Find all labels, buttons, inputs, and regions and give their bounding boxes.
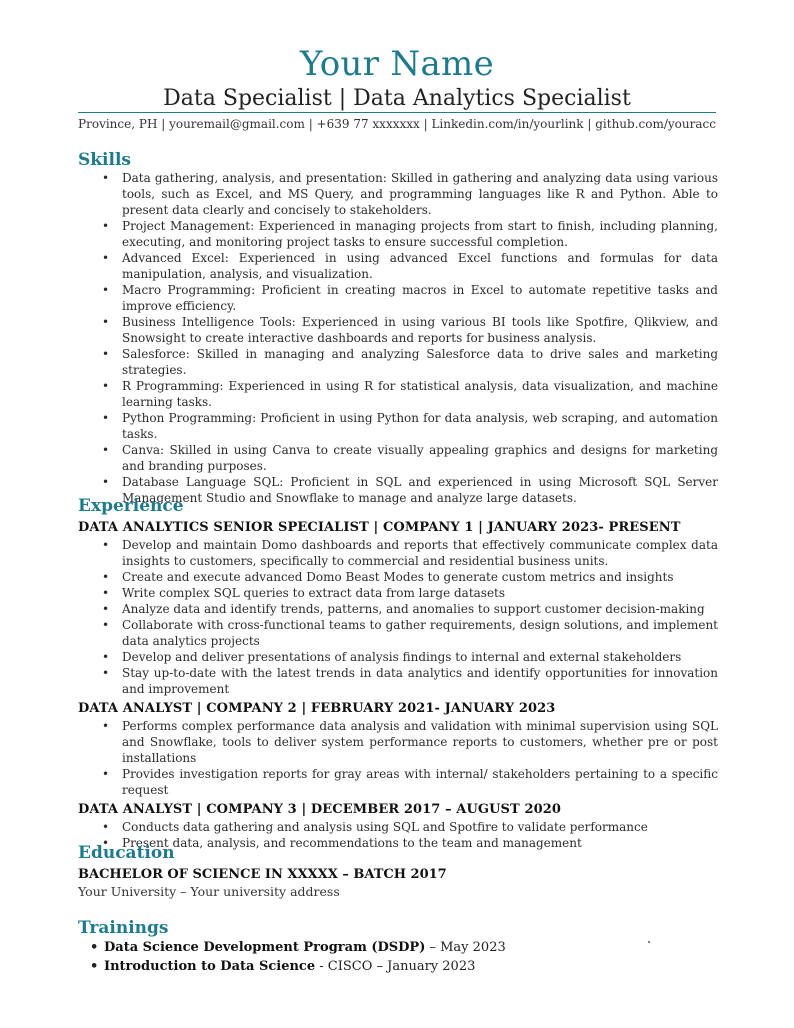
- job-heading: DATA ANALYST | COMPANY 3 | DECEMBER 2017 – AUGUST 2020: [78, 802, 562, 817]
- training-item: [78, 938, 718, 957]
- job-bullet: • Write complex SQL queries to extract data from large datasets: [78, 585, 718, 601]
- job-bullet: • Collaborate with cross-functional teams to gather requirements, design solutions, and implement data analytics projects: [78, 617, 718, 649]
- skills-list: [78, 170, 718, 506]
- skill-item: • Database Language SQL: Proficient in SQL and experienced in using Microsoft SQL Server Management Studio and Snowflake to manage and analyze large datasets.: [78, 474, 718, 506]
- skill-item: • Canva: Skilled in using Canva to create visually appealing graphics and designs for marketing and branding purposes.: [78, 442, 718, 474]
- skill-item: • Advanced Excel: Experienced in using advanced Excel functions and formulas for data manipulation, analysis, and visualization.: [78, 250, 718, 282]
- skill-item: • R Programming: Experienced in using R for statistical analysis, data visualization, and machine learning tasks.: [78, 378, 718, 410]
- training-detail: – May 2023: [425, 940, 506, 955]
- education-heading: Education: [78, 843, 175, 863]
- stray-dot: [648, 941, 650, 943]
- experience-section: [78, 519, 718, 851]
- job-heading: DATA ANALYTICS SENIOR SPECIALIST | COMPANY 1 | JANUARY 2023- PRESENT: [78, 520, 681, 535]
- skill-item: • Salesforce: Skilled in managing and analyzing Salesforce data to drive sales and marketing strategies.: [78, 346, 718, 378]
- job-bullet: • Performs complex performance data analysis and validation with minimal supervision using SQL and Snowflake, tools to deliver system performance reports to customers, whether pre or post installations: [78, 718, 718, 766]
- trainings-list: [78, 938, 718, 976]
- skill-item: • Project Management: Experienced in managing projects from start to finish, including planning, executing, and monitoring project tasks to ensure successful completion.: [78, 218, 718, 250]
- skills-section: [78, 170, 718, 506]
- job-bullet: • Analyze data and identify trends, patterns, and anomalies to support customer decision-making: [78, 601, 718, 617]
- skill-item: • Macro Programming: Proficient in creating macros in Excel to automate repetitive tasks and improve efficiency.: [78, 282, 718, 314]
- skill-item: • Python Programming: Proficient in using Python for data analysis, web scraping, and automation tasks.: [78, 410, 718, 442]
- trainings-section: [78, 938, 718, 976]
- training-detail: - CISCO – January 2023: [315, 959, 476, 974]
- education-degree: BACHELOR OF SCIENCE IN XXXXX – BATCH 2017: [78, 867, 447, 882]
- skills-heading: Skills: [78, 150, 132, 170]
- trainings-heading: Trainings: [78, 918, 169, 938]
- job-heading: DATA ANALYST | COMPANY 2 | FEBRUARY 2021- JANUARY 2023: [78, 701, 556, 716]
- job-bullet: • Create and execute advanced Domo Beast Modes to generate custom metrics and insights: [78, 569, 718, 585]
- job-bullets: [78, 718, 718, 798]
- job-bullet: • Develop and deliver presentations of analysis findings to internal and external stakeholders: [78, 649, 718, 665]
- job-bullet: • Develop and maintain Domo dashboards and reports that effectively communicate complex data insights to customers, specifically to commercial and residential business units.: [78, 537, 718, 569]
- job-bullet: • Stay up-to-date with the latest trends in data analytics and identify opportunities for innovation and improvement: [78, 665, 718, 697]
- education-section: [78, 866, 718, 900]
- job-bullet: • Provides investigation reports for gray areas with internal/ stakeholders pertaining to a specific request: [78, 766, 718, 798]
- job-bullets: [78, 537, 718, 697]
- skill-item: • Data gathering, analysis, and presentation: Skilled in gathering and analyzing data using various tools, such as Excel, and MS Query, and programming languages like R and Python. Able to present data clearly and concisely to stakeholders.: [78, 170, 718, 218]
- education-school: Your University – Your university address: [78, 884, 340, 899]
- contact-line: Province, PH | youremail@gmail.com | +639 77 xxxxxxx | Linkedin.com/in/yourlink | github.com/youracc: [78, 117, 716, 131]
- header-divider: [78, 112, 716, 113]
- resume-name: Your Name: [300, 44, 494, 84]
- job-bullet: • Present data, analysis, and recommendations to the team and management: [78, 835, 718, 851]
- job-bullet: • Conducts data gathering and analysis using SQL and Spotfire to validate performance: [78, 819, 718, 835]
- training-name: Data Science Development Program (DSDP): [104, 940, 426, 955]
- training-item: [78, 957, 718, 976]
- skill-item: • Business Intelligence Tools: Experienced in using various BI tools like Spotfire, Qlikview, and Snowsight to create interactive dashboards and reports for business analysis.: [78, 314, 718, 346]
- resume-subtitle: Data Specialist | Data Analytics Specialist: [163, 86, 631, 111]
- experience-heading: Experience: [78, 496, 184, 516]
- training-name: Introduction to Data Science: [104, 959, 316, 974]
